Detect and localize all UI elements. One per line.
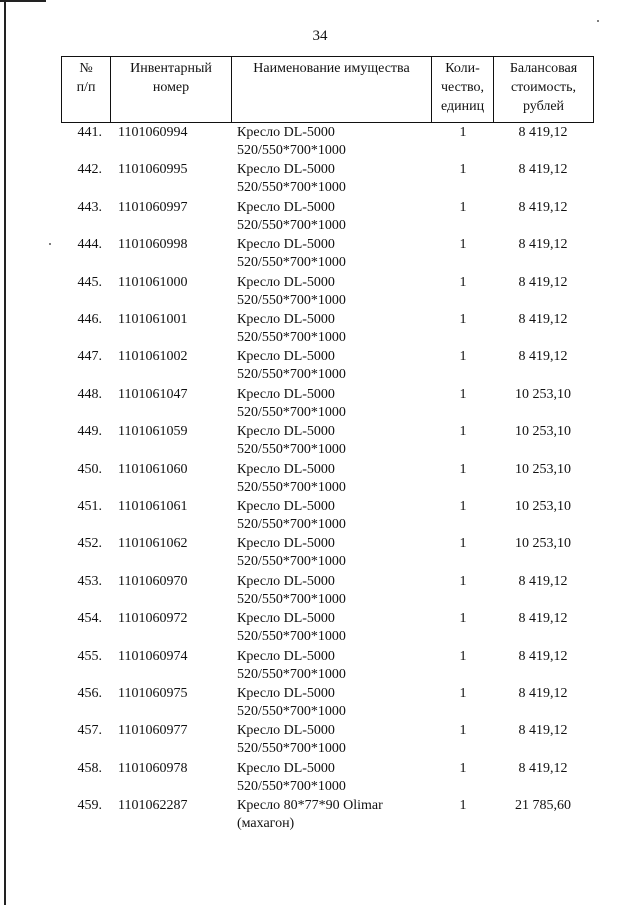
property-name-line2: 520/550*700*1000 [237,292,346,308]
inventory-number: 1101061059 [118,424,188,440]
balance-cost: 10 253,10 [515,536,571,552]
row-number: 446. [77,312,102,327]
row-number: 451. [77,499,102,514]
quantity: 1 [459,424,467,440]
table-row [0,348,640,385]
inventory-number: 1101061060 [118,461,188,477]
scan-speck [597,20,599,22]
property-name-line1: Кресло DL-5000 [237,573,335,589]
table-row [0,648,640,685]
table-row [0,423,640,460]
inventory-number: 1101060974 [118,648,188,664]
quantity: 1 [459,536,467,552]
table-row [0,722,640,759]
inventory-number: 1101060997 [118,199,188,215]
property-name-line2: 520/550*700*1000 [237,741,346,757]
property-name-line2: 520/550*700*1000 [237,217,346,233]
property-name-line2: 520/550*700*1000 [237,666,346,682]
property-name [237,610,346,646]
property-name-line1: Кресло DL-5000 [237,686,335,701]
scan-edge-top [0,0,46,2]
property-name-line2: 520/550*700*1000 [237,778,346,794]
inventory-number: 1101060972 [118,611,188,627]
quantity: 1 [459,798,467,814]
property-name [237,797,383,833]
property-name-line1: Кресло DL-5000 [237,125,335,140]
inventory-number: 1101060970 [118,573,188,589]
inventory-number: 1101060995 [118,162,188,178]
header-inventory-number: Инвентарный номер [130,61,212,95]
inventory-number: 1101061001 [118,312,188,327]
row-number: 452. [77,536,102,552]
balance-cost: 8 419,12 [518,274,568,290]
property-name [237,124,346,160]
row-number: 445. [77,274,102,290]
property-name-line1: Кресло DL-5000 [237,536,335,552]
table-row [0,573,640,610]
quantity: 1 [459,723,467,739]
balance-cost: 8 419,12 [518,686,568,701]
table-row [0,498,640,535]
quantity: 1 [459,573,467,589]
balance-cost: 8 419,12 [518,723,568,739]
row-number: 449. [77,424,102,440]
table-row [0,124,640,161]
table-row [0,311,640,348]
inventory-number: 1101061061 [118,499,188,514]
header-property-name: Наименование имущества [253,61,410,76]
quantity: 1 [459,648,467,664]
property-name [237,274,346,310]
balance-cost: 10 253,10 [515,424,571,440]
table-row [0,461,640,498]
row-number: 441. [77,125,102,140]
quantity: 1 [459,274,467,290]
property-name [237,311,346,347]
property-name [237,199,346,235]
page-number: 34 [312,28,328,44]
property-name-line1: Кресло DL-5000 [237,312,335,327]
property-name-line2: 520/550*700*1000 [237,404,346,420]
property-name [237,722,346,758]
quantity: 1 [459,386,467,402]
header-divider [593,56,594,123]
property-name-line1: Кресло DL-5000 [237,349,335,365]
property-name-line2: 520/550*700*1000 [237,180,346,196]
row-number: 450. [77,461,102,477]
property-name [237,685,346,721]
row-number: 444. [77,237,102,253]
property-name-line2: 520/550*700*1000 [237,367,346,383]
property-name-line1: Кресло DL-5000 [237,424,335,440]
inventory-number: 1101061062 [118,536,188,552]
table-row [0,161,640,198]
quantity: 1 [459,312,467,327]
property-name [237,236,346,272]
quantity: 1 [459,760,467,776]
inventory-number: 1101060978 [118,760,188,776]
property-name [237,760,346,796]
balance-cost: 8 419,12 [518,162,568,178]
balance-cost: 8 419,12 [518,349,568,365]
balance-cost: 8 419,12 [518,648,568,664]
balance-cost: 21 785,60 [515,798,571,814]
table-row [0,760,640,797]
row-number: 454. [77,611,102,627]
table-row [0,386,640,423]
property-name [237,535,346,571]
quantity: 1 [459,686,467,701]
row-number: 442. [77,162,102,178]
property-name-line1: Кресло DL-5000 [237,162,335,178]
property-name-line2: 520/550*700*1000 [237,255,346,271]
property-name-line1: Кресло DL-5000 [237,199,335,215]
header-quantity: Коли- чество, единиц [440,61,485,114]
property-name-line1: Кресло DL-5000 [237,723,335,739]
property-name [237,423,346,459]
property-name [237,461,346,497]
quantity: 1 [459,199,467,215]
property-name-line2: 520/550*700*1000 [237,143,346,158]
row-number: 447. [77,349,102,365]
row-number: 455. [77,648,102,664]
property-name-line2: 520/550*700*1000 [237,479,346,495]
property-name-line1: Кресло DL-5000 [237,760,335,776]
row-number: 448. [77,386,102,402]
inventory-number: 1101060975 [118,686,188,701]
property-name-line2: 520/550*700*1000 [237,704,346,719]
balance-cost: 8 419,12 [518,199,568,215]
balance-cost: 8 419,12 [518,611,568,627]
property-name-line1: Кресло 80*77*90 Olimar [237,798,383,814]
balance-cost: 8 419,12 [518,237,568,253]
property-name-line1: Кресло DL-5000 [237,648,335,664]
quantity: 1 [459,611,467,627]
quantity: 1 [459,125,467,140]
table-row [0,535,640,572]
inventory-number: 1101060994 [118,125,188,140]
property-name-line2: 520/550*700*1000 [237,629,346,645]
property-name-line2: 520/550*700*1000 [237,591,346,607]
quantity: 1 [459,162,467,178]
row-number: 459. [77,798,102,814]
row-number: 457. [77,723,102,739]
balance-cost: 8 419,12 [518,760,568,776]
property-name-line2: 520/550*700*1000 [237,554,346,570]
row-number: 458. [77,760,102,776]
property-name-line1: Кресло DL-5000 [237,499,335,514]
property-name-line2: 520/550*700*1000 [237,517,346,532]
header-num: № п/п [76,61,96,95]
quantity: 1 [459,499,467,514]
table-row [0,610,640,647]
property-name [237,648,346,684]
property-name [237,386,346,422]
balance-cost: 8 419,12 [518,312,568,327]
property-name-line1: Кресло DL-5000 [237,237,335,253]
table-row [0,274,640,311]
quantity: 1 [459,349,467,365]
header-balance-cost: Балансовая стоимость, рублей [509,61,578,114]
balance-cost: 10 253,10 [515,386,571,402]
balance-cost: 8 419,12 [518,573,568,589]
inventory-number: 1101061002 [118,349,188,365]
property-name-line1: Кресло DL-5000 [237,611,335,627]
property-name [237,498,346,534]
table-row [0,685,640,722]
inventory-number: 1101062287 [118,798,188,814]
quantity: 1 [459,237,467,253]
balance-cost: 8 419,12 [518,125,568,140]
table-row [0,236,640,273]
quantity: 1 [459,461,467,477]
property-name-line1: Кресло DL-5000 [237,461,335,477]
property-name-line2: (махагон) [237,816,295,832]
inventory-number: 1101060998 [118,237,188,253]
property-name-line2: 520/550*700*1000 [237,442,346,458]
property-name-line1: Кресло DL-5000 [237,274,335,290]
property-name [237,348,346,384]
table-row [0,797,640,834]
inventory-number: 1101061000 [118,274,188,290]
row-number: 443. [77,199,102,215]
balance-cost: 10 253,10 [515,461,571,477]
inventory-number: 1101060977 [118,723,188,739]
balance-cost: 10 253,10 [515,499,571,514]
table-row [0,199,640,236]
property-name-line1: Кресло DL-5000 [237,386,335,402]
property-name [237,161,346,197]
inventory-number: 1101061047 [118,386,188,402]
row-number: 456. [77,686,102,701]
row-number: 453. [77,573,102,589]
property-name [237,573,346,609]
property-name-line2: 520/550*700*1000 [237,330,346,345]
